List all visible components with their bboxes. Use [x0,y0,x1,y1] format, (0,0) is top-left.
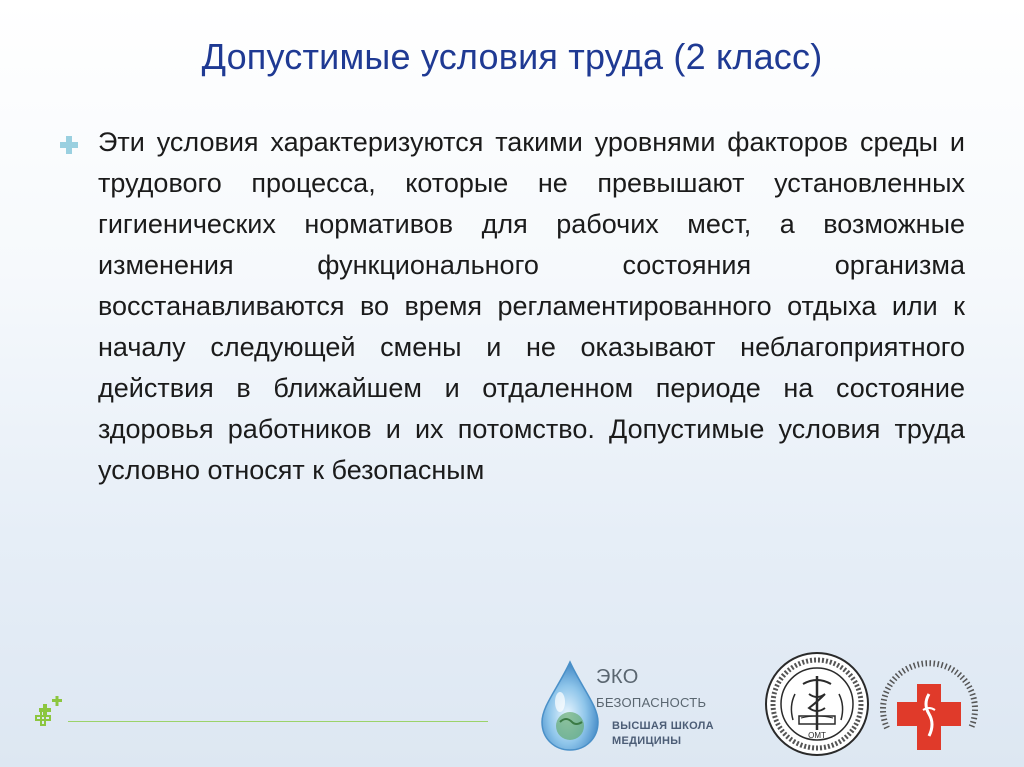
clinics-association-logo [879,654,979,758]
bullet-item [60,122,965,542]
eco-safety-logo [538,650,758,760]
footer-plus-icon [34,696,68,730]
footer-divider [68,721,488,722]
eco-logo-school-line2: МЕДИЦИНЫ [612,735,682,747]
water-drop-icon [538,660,602,752]
eco-logo-school-line1: ВЫСШАЯ ШКОЛА [612,720,714,732]
eco-logo-subtitle: БЕЗОПАСНОСТЬ [596,695,707,710]
eco-logo-title: ЭКО [596,666,639,688]
academy-seal-text: ОМТ [808,731,826,740]
academy-seal-logo [763,650,871,758]
slide-title: Допустимые условия труда (2 класс) [201,36,823,77]
red-cross-icon [897,684,961,750]
bullet-text: Эти условия характеризуются такими уровнями факторов среды и трудового процесса, которые не превышают установленных гигиенических нормативов для рабочих мест, а возможные изменения функционального состояния организма восстанавливаются во время регламентированного отдыха или к началу следующей смены и не оказывают неблагоприятного действия в ближайшем и отдаленном периоде на состояние здоровья работников и их потомство. Допустимые условия труда условно относят к безопасным [98,127,965,485]
plus-bullet-icon [60,136,78,154]
